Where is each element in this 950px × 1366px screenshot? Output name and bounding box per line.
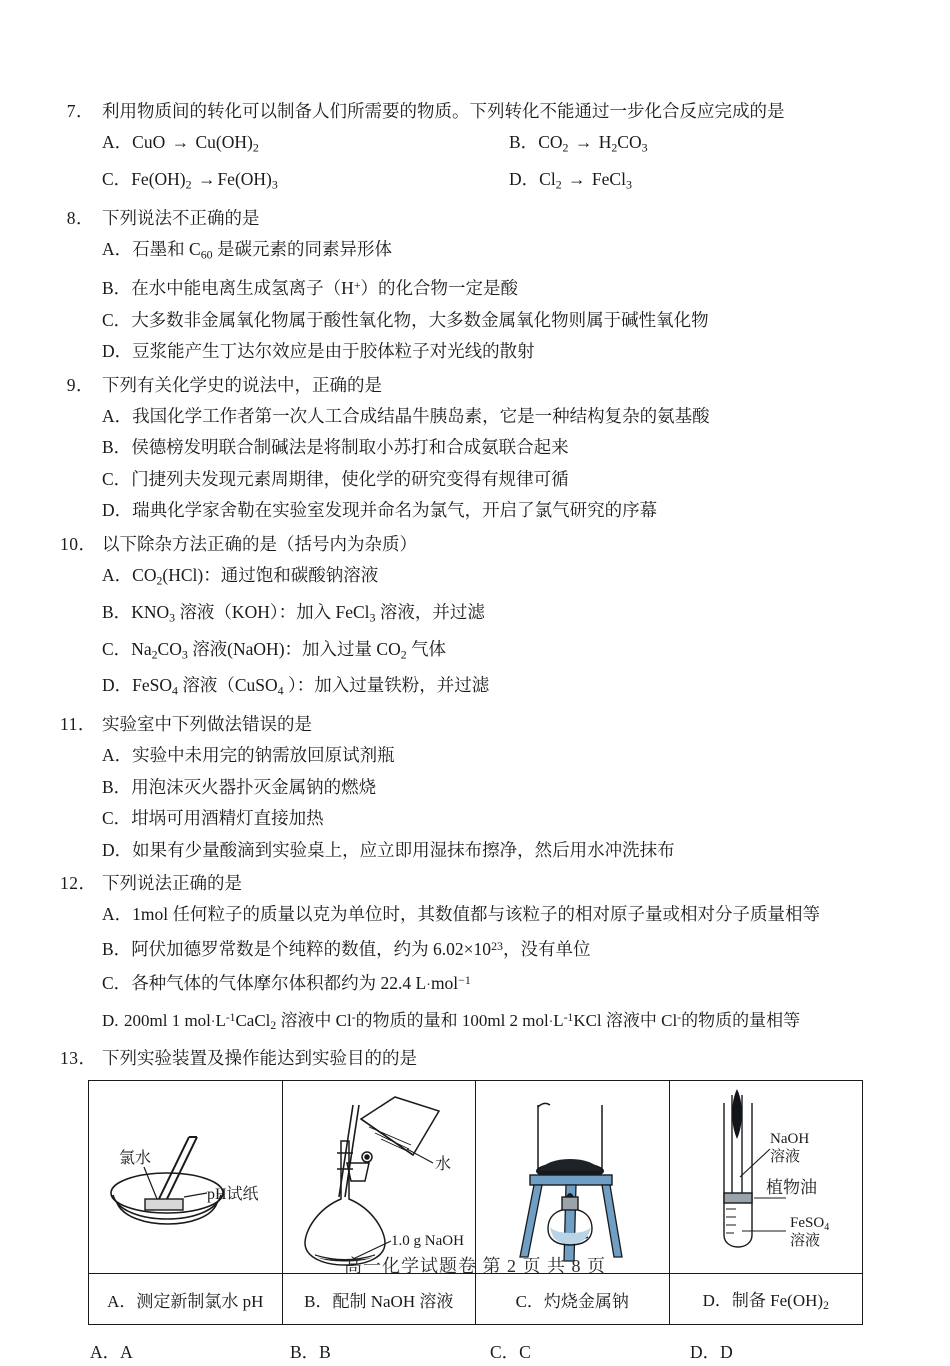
annotation-ph-paper: pH试纸 <box>207 1186 259 1204</box>
question-10-stem-text: 以下除杂方法正确的是（括号内为杂质） <box>102 533 417 554</box>
question-12-stem-text: 下列说法正确的是 <box>102 873 242 894</box>
annotation-vegetable-oil: 植物油 <box>765 1178 817 1198</box>
option-label: D． <box>102 675 133 696</box>
annotation-chlorine-water: 氯水 <box>119 1150 152 1168</box>
question-8-options <box>60 234 890 368</box>
option-text: 石墨和 $C_{60}$ 是碳元素的同素异形体 <box>132 238 392 261</box>
option-label: D． <box>102 839 133 860</box>
question-7 <box>60 96 890 201</box>
annotation-feso4-solution: 溶液 <box>789 1233 820 1250</box>
question-9-option-c[interactable] <box>102 464 890 496</box>
question-7-option-a[interactable] <box>102 127 509 164</box>
option-text: $Fe(OH)_2 \to Fe(OH)_3$ <box>131 168 278 192</box>
question-13-answer-choices <box>90 1339 890 1364</box>
question-12-option-a[interactable] <box>102 899 890 931</box>
question-10-option-a[interactable] <box>102 560 890 597</box>
question-7-option-c[interactable] <box>102 164 509 201</box>
experiment-apparatus-table <box>88 1080 863 1325</box>
option-label: A． <box>102 904 133 925</box>
question-13-choice-c[interactable]: C．C <box>490 1342 531 1363</box>
question-11-option-c[interactable] <box>102 803 890 835</box>
option-text: 1mol 任何粒子的质量以克为单位时，其数值都与该粒子的相对原子量或相对分子质量相等 <box>132 904 820 925</box>
option-label: A． <box>102 745 133 766</box>
option-label: B． <box>509 132 539 152</box>
option-label: C． <box>102 468 132 489</box>
question-13 <box>60 1043 890 1364</box>
option-text: 坩埚可用酒精灯直接加热 <box>131 808 324 829</box>
apparatus-figure-row <box>89 1081 863 1274</box>
question-11-stem-text: 实验室中下列做法错误的是 <box>102 714 312 735</box>
apparatus-cell-d <box>669 1081 863 1274</box>
question-12-option-b[interactable] <box>102 931 890 965</box>
question-8-option-d[interactable] <box>102 336 890 368</box>
option-text: 实验中未用完的钠需放回原试剂瓶 <box>132 745 395 766</box>
question-10-options <box>60 560 890 707</box>
annotation-naoh-mass: 1.0 g NaOH <box>390 1233 464 1250</box>
question-9-stem <box>60 370 890 401</box>
question-11-stem <box>60 709 890 740</box>
test-tube-dropper-figure <box>670 1081 863 1273</box>
caption-text: D．制备 $Fe(OH)_2$ <box>702 1291 829 1313</box>
watch-glass-ph-paper-figure <box>89 1081 282 1273</box>
question-12-option-c[interactable] <box>102 965 890 1001</box>
question-8-option-c[interactable] <box>102 305 890 337</box>
option-text: $KNO_3$ 溶液（KOH）：加入 FeCl$_3$ 溶液，并过滤 <box>131 601 485 625</box>
page-footer: 高一化学试题卷 第 2 页 共 8 页 <box>344 1256 606 1276</box>
option-text: CuO → $Cu(OH)_2$ <box>132 132 259 155</box>
option-label: A． <box>102 405 133 426</box>
annotation-naoh: NaOH <box>769 1131 809 1148</box>
option-text: 阿伏加德罗常数是个纯粹的数值，约为 $6.02\times 10^{23}$，没有单位 <box>131 938 591 959</box>
option-label: C． <box>102 638 132 659</box>
question-9-stem-text: 下列有关化学史的说法中，正确的是 <box>102 374 382 395</box>
apparatus-caption-a <box>89 1274 283 1325</box>
option-label: C． <box>102 309 132 330</box>
apparatus-caption-b <box>282 1274 476 1325</box>
question-7-option-d[interactable] <box>509 164 632 201</box>
option-label: C． <box>102 808 132 829</box>
question-7-option-b[interactable] <box>509 127 648 164</box>
caption-text: B．配制 NaOH 溶液 <box>304 1291 454 1311</box>
question-12-option-d[interactable] <box>102 1002 890 1042</box>
apparatus-caption-d <box>669 1274 863 1325</box>
question-9 <box>60 370 890 527</box>
option-label: D． <box>509 168 540 189</box>
question-9-options <box>60 401 890 527</box>
question-11-option-a[interactable] <box>102 740 890 772</box>
question-10-option-c[interactable] <box>102 634 890 671</box>
question-13-choice-a[interactable]: A．A <box>90 1342 133 1363</box>
question-8-option-a[interactable] <box>102 234 890 271</box>
question-10-option-b[interactable] <box>102 597 890 634</box>
option-text: 门捷列夫发现元素周期律，使化学的研究变得有规律可循 <box>131 468 569 489</box>
option-label: B． <box>102 437 132 458</box>
option-text: 各种气体的气体摩尔体积都约为 22.4 L·mol$^{-1}$ <box>131 973 471 994</box>
volumetric-flask-figure <box>283 1081 476 1273</box>
apparatus-cell-b <box>282 1081 476 1274</box>
question-7-stem-text: 利用物质间的转化可以制备人们所需要的物质。下列转化不能通过一步化合反应完成的是 <box>102 101 785 121</box>
option-text: 豆浆能产生丁达尔效应是由于胶体粒子对光线的散射 <box>132 341 535 362</box>
option-label: A． <box>102 132 133 152</box>
annotation-feso4: FeSO$_4$ <box>789 1215 829 1234</box>
annotation-water: 水 <box>434 1156 451 1174</box>
question-9-option-b[interactable] <box>102 432 890 464</box>
question-10-option-d[interactable] <box>102 670 890 707</box>
question-9-option-d[interactable] <box>102 495 890 527</box>
question-8-option-b[interactable] <box>102 270 890 304</box>
apparatus-cell-c <box>476 1081 670 1274</box>
option-label: A． <box>102 238 133 259</box>
beaker-tripod-burner-figure <box>476 1081 669 1273</box>
question-8-stem <box>60 203 890 234</box>
option-text: 瑞典化学家舍勒在实验室发现并命名为氯气，开启了氯气研究的序幕 <box>132 500 658 521</box>
question-8-number: 8． <box>66 207 94 228</box>
option-text: 我国化学工作者第一次人工合成结晶牛胰岛素，它是一种结构复杂的氨基酸 <box>132 405 710 426</box>
option-label: D． <box>102 341 133 362</box>
question-7-options <box>60 127 890 201</box>
question-9-number: 9． <box>66 374 94 395</box>
caption-text: C．灼烧金属钠 <box>515 1291 629 1311</box>
apparatus-cell-a <box>89 1081 283 1274</box>
option-label: B． <box>102 278 132 299</box>
option-label: C． <box>102 168 132 189</box>
question-13-number: 13． <box>60 1048 97 1069</box>
question-11-option-b[interactable] <box>102 772 890 804</box>
question-13-stem-text: 下列实验装置及操作能达到实验目的的是 <box>102 1048 417 1069</box>
question-list <box>60 96 890 1366</box>
question-9-option-a[interactable] <box>102 401 890 433</box>
question-11-options <box>60 740 890 866</box>
option-text: $CO_2 \to H_2CO_3$ <box>538 132 648 155</box>
apparatus-caption-c <box>476 1274 670 1325</box>
option-text: 200ml 1 $mol\cdot L^{-1}CaCl_2$ 溶液中 Cl-的物质的量和 100ml 2 $mol\cdot L^{-1}KCl$ 溶液中 Cl-的物质的量相等 <box>124 1010 801 1032</box>
option-text: 如果有少量酸滴到实验桌上，应立即用湿抹布擦净，然后用水冲洗抹布 <box>132 839 675 860</box>
question-11-option-d[interactable] <box>102 835 890 867</box>
question-12-number: 12． <box>60 873 97 894</box>
option-label: B． <box>102 938 132 959</box>
question-8 <box>60 203 890 368</box>
question-13-stem <box>60 1043 890 1074</box>
option-text: 在水中能电离生成氢离子（H+）的化合物一定是酸 <box>131 278 519 299</box>
option-text: $CO_2(HCl)$：通过饱和碳酸钠溶液 <box>132 564 379 588</box>
option-label: B． <box>102 601 132 622</box>
question-7-option-row-1 <box>102 127 890 164</box>
question-10-stem <box>60 529 890 560</box>
option-label: D. <box>102 1010 119 1030</box>
question-11-number: 11． <box>60 714 96 735</box>
question-12-stem <box>60 868 890 899</box>
option-text: $Cl_2$ → FeCl$_3$ <box>539 168 632 192</box>
caption-text: A．测定新制氯水 pH <box>107 1291 264 1311</box>
annotation-naoh-solution: 溶液 <box>769 1149 800 1166</box>
question-12 <box>60 868 890 1041</box>
question-10 <box>60 529 890 707</box>
option-label: A． <box>102 564 133 585</box>
question-7-number: 7． <box>66 101 94 121</box>
option-text: 大多数非金属氧化物属于酸性氧化物，大多数金属氧化物则属于碱性氧化物 <box>131 309 709 330</box>
question-7-stem <box>60 96 890 127</box>
question-8-stem-text: 下列说法不正确的是 <box>102 207 260 228</box>
question-12-options <box>60 899 890 1041</box>
apparatus-caption-row <box>89 1274 863 1325</box>
question-7-option-row-2 <box>102 164 890 201</box>
option-text: $Na_2CO_3$ 溶液(NaOH)：加入过量 $CO_2$ 气体 <box>131 638 447 661</box>
option-label: C． <box>102 973 132 994</box>
question-11 <box>60 709 890 866</box>
option-text: FeSO$_4$ 溶液（CuSO$_4$ ）：加入过量铁粉，并过滤 <box>132 675 490 698</box>
question-13-choice-d[interactable]: D．D <box>690 1342 733 1363</box>
question-13-choice-b[interactable]: B．B <box>290 1342 331 1363</box>
option-text: 侯德榜发明联合制碱法是将制取小苏打和合成氨联合起来 <box>131 437 569 458</box>
question-10-number: 10． <box>60 533 97 554</box>
option-label: B． <box>102 776 132 797</box>
option-text: 用泡沫灭火器扑灭金属钠的燃烧 <box>131 776 377 797</box>
option-label: D． <box>102 500 133 521</box>
